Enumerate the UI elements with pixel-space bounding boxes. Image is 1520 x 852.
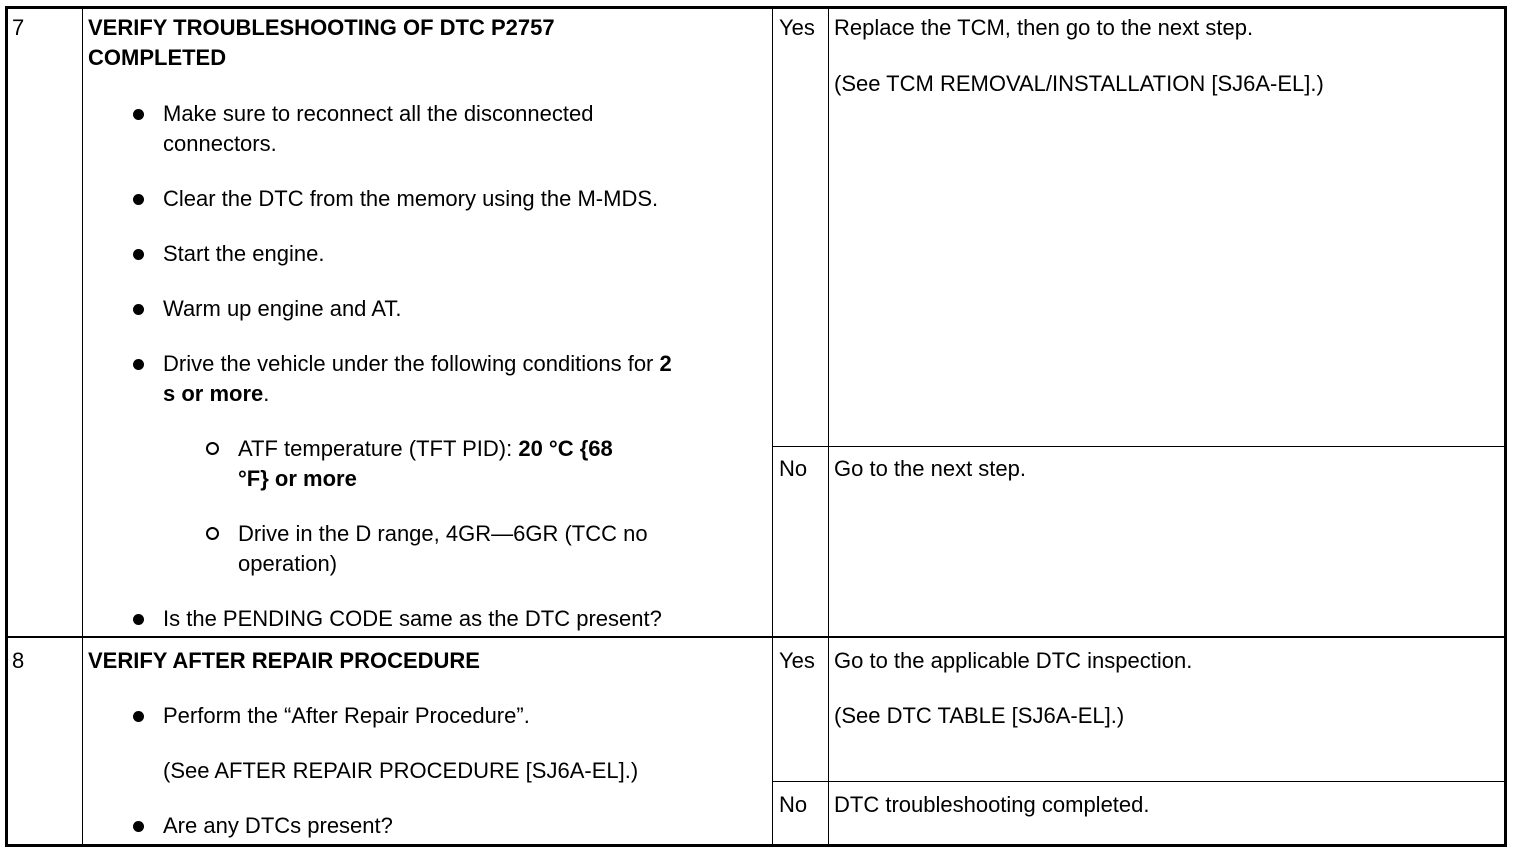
bullet-icon	[133, 711, 144, 722]
instruction-text: Warm up engine and AT.	[163, 296, 402, 321]
bullet-icon	[133, 614, 144, 625]
action-text: Go to the next step.	[834, 456, 1027, 481]
result-no-label: No	[779, 456, 808, 481]
row-divider-step7-yes-no	[772, 446, 1505, 447]
condition-text-continued: operation)	[238, 551, 338, 576]
bullet-icon	[133, 109, 144, 120]
question-text: Is the PENDING CODE same as the DTC present?	[163, 606, 662, 631]
condition-text-continued: °F} or more	[238, 466, 357, 491]
column-divider-number	[82, 8, 83, 846]
result-yes-label: Yes	[779, 15, 815, 40]
step-number: 8	[12, 648, 25, 673]
action-text: Go to the applicable DTC inspection.	[834, 648, 1193, 673]
action-text: DTC troubleshooting completed.	[834, 792, 1150, 817]
bullet-icon	[133, 359, 144, 370]
condition-text: ATF temperature (TFT PID): 20 °C {68	[238, 436, 613, 461]
instruction-text: Make sure to reconnect all the disconnected	[163, 101, 594, 126]
bullet-icon	[133, 194, 144, 205]
step-title: VERIFY AFTER REPAIR PROCEDURE	[88, 648, 480, 673]
bullet-icon	[133, 304, 144, 315]
question-text: Are any DTCs present?	[163, 813, 393, 838]
instruction-text: Clear the DTC from the memory using the M-MDS.	[163, 186, 659, 211]
result-yes-label: Yes	[779, 648, 815, 673]
bullet-icon	[133, 821, 144, 832]
sub-bullet-icon	[206, 442, 219, 455]
bullet-icon	[133, 249, 144, 260]
instruction-text: Perform the “After Repair Procedure”.	[163, 703, 530, 728]
instruction-text: Start the engine.	[163, 241, 325, 266]
instruction-text: Drive the vehicle under the following conditions for 2	[163, 351, 672, 376]
row-divider-step8-yes-no	[772, 781, 1505, 782]
column-divider-result	[772, 8, 773, 846]
step-title-continued: COMPLETED	[88, 45, 227, 70]
reference-link[interactable]: (See DTC TABLE [SJ6A-EL].)	[834, 703, 1125, 728]
condition-text: Drive in the D range, 4GR—6GR (TCC no	[238, 521, 648, 546]
step-number: 7	[12, 15, 25, 40]
instruction-text-continued: s or more.	[163, 381, 270, 406]
sub-bullet-icon	[206, 527, 219, 540]
result-no-label: No	[779, 792, 808, 817]
reference-link[interactable]: (See AFTER REPAIR PROCEDURE [SJ6A-EL].)	[163, 758, 639, 783]
step-title: VERIFY TROUBLESHOOTING OF DTC P2757	[88, 15, 555, 40]
reference-link[interactable]: (See TCM REMOVAL/INSTALLATION [SJ6A-EL].)	[834, 71, 1324, 96]
instruction-text-continued: connectors.	[163, 131, 277, 156]
column-divider-action	[828, 8, 829, 846]
action-text: Replace the TCM, then go to the next step.	[834, 15, 1254, 40]
row-divider-step	[7, 636, 1505, 638]
